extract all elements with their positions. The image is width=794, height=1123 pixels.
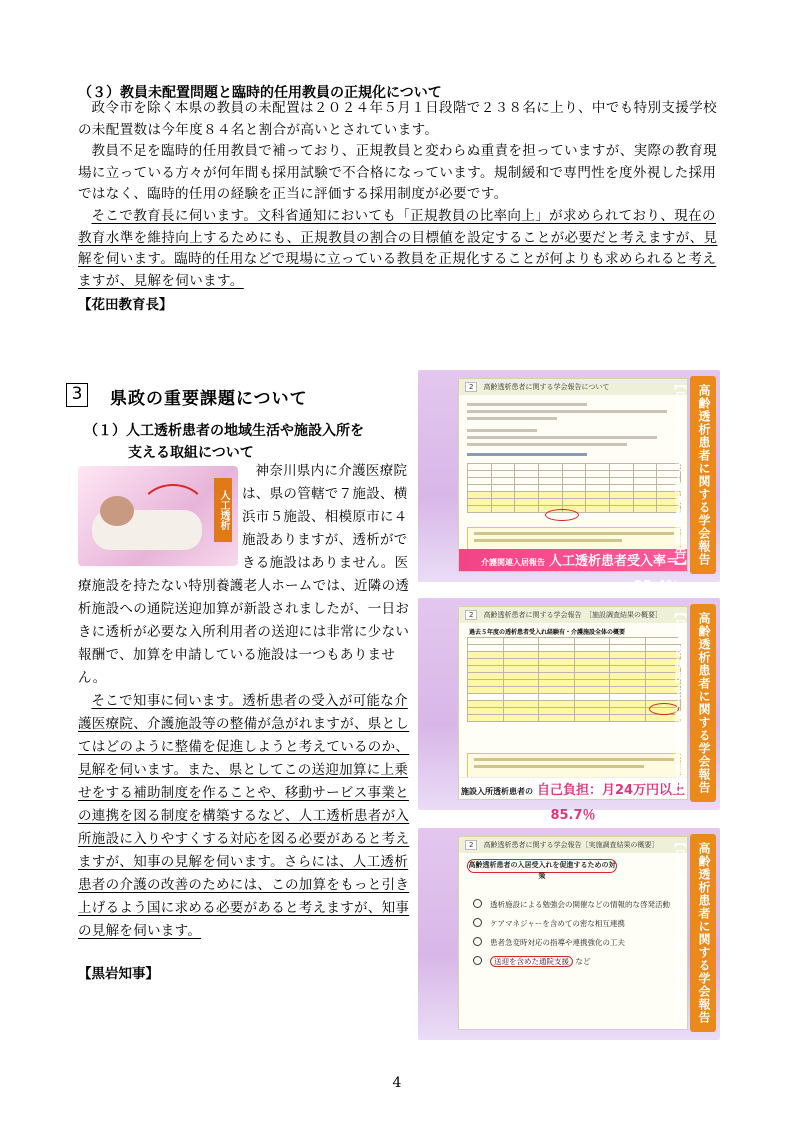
point-box — [467, 753, 681, 779]
slide-body — [458, 378, 688, 594]
report-slide-2 — [418, 598, 720, 823]
report-slide-3 — [418, 828, 720, 1040]
slide-side-notes — [424, 836, 454, 1030]
slide-side-notes — [424, 606, 454, 800]
paragraph: 政令市を除く本県の教員の未配置は２０２４年５月１日段階で２３８名に上り、中でも特別支援学校の未配置数は今年度８４名と割合が高いとされています。 — [78, 100, 717, 138]
slide-title: 2 高齢透析患者に関する学会報告 ［施設調査結果の概要］ — [459, 607, 687, 623]
report-slide-1 — [418, 370, 720, 594]
list-item: 透析施設による勉強会の開催などの情報的な啓発活動 — [473, 895, 670, 914]
slide-body — [458, 606, 688, 823]
measures-list — [473, 895, 670, 971]
list-item: ケアマネジャーを含めての密な相互連携 — [473, 914, 670, 933]
table-title: 過去５年度の透析患者受入れ経験有・介護施設全体の概要 — [469, 629, 626, 636]
sub-heading: 支える取組について — [128, 445, 254, 461]
list-item: 送迎を含めた通院支援 など — [473, 952, 670, 971]
question-text: そこで知事に伺います。透析患者の受入が可能な介護医療院、介護施設等の整備が急がれますが、県としてはどのように整備を促進しようと考えているのか、見解を伺います。また、県としてこの送迎加算に上乗せをする補助制度を作ることや、移動サービス事業との連携を図る制度を構築するなど、人工透析患者が入所施設に入りやすくする対応を図る必要があると考えますが、知事の見解を伺います。さらには、人工透析患者の介護の改善のためには、この加算をもっと引き上げるよう国に求める必要があると考えますが、知事の見解を伺います。 — [78, 693, 410, 939]
slide-title: 2 高齢透析患者に関する学会報告について — [459, 379, 687, 395]
paragraph: 教員不足を臨時的任用教員で補っており、正規教員と変わらぬ重責を担っていますが、実際の教育現場に立っている方々が何年間も採用試験で不合格になっています。規制緩和で専門性を度外視した採用ではなく、臨時的任用の経験を正当に評価する採用制度が必要です。 — [78, 143, 717, 203]
responder-label: 【花田教育長】 — [78, 297, 173, 313]
body-text: 神奈川県内に介護医療院は、県の管轄で７施設、横浜市５施設、相模原市に４施設ありますが、透析ができる施設はありません。医療施設を持たない特別養護老人ホームでは、近隣の透析施設への通院送迎加算が新設されましたが、一日おきに透析が必要な入所利用者の送迎には非常に少ない報酬で、加算を申請している施設は一つもありません。 そこで知事に伺います。透析患者の受入が可能な介護医療院、介護施設等の整備が急がれますが、県としてはどのように整備を促進しようと考えているのか、見解を伺います。また、県としてこの送迎加算に上乗せをする補助制度を作ることや、移動サービス事業との連携を図る制度を構築するなど、人工透析患者が入所施設に入りやすくする対応を図る必要があると考えますが、知事の見解を伺います。さらには、人工透析患者の介護の改善のためには、この加算をもっと引き上げるよう国に求める必要があると考えますが、知事の見解を伺います。 — [78, 460, 410, 943]
slide-caption: 介護関連入居報告 人工透析患者受入率＝33.4％ — [459, 549, 687, 571]
photo-tag: 人工透析 — [214, 478, 232, 542]
point-box — [467, 527, 681, 551]
page-number: 4 — [392, 1075, 402, 1091]
sub-heading: （１）人工透析患者の地域生活や施設入所を — [84, 423, 364, 439]
survey-table — [467, 463, 681, 513]
slide-banner: 高齢透析患者に関する学会報告【日本透析医会介護委員会報告】 — [690, 604, 716, 802]
measures-title: 高齢透析患者の入居受入れを促進するための対策 — [468, 861, 616, 880]
slide-body — [458, 836, 688, 1030]
slide-side-notes — [424, 378, 454, 572]
question-text: そこで教育長に伺います。文科省通知においても「正規教員の比率向上」が求められており、現在の教育水準を維持向上するためにも、正規教員の割合の目標値を設定することが必要だと考えますが、見解を伺います。臨時的任用などで現場に立っている教員を正規化することが何よりも求められると考えますが、見解を伺います。 — [78, 208, 718, 289]
slide-caption: 施設入所透析患者の 自己負担：月24万円以上85.7％ — [459, 777, 687, 799]
list-item: 患者急変時対応の指導や連携強化の工夫 — [473, 933, 670, 952]
slide-title: 2 高齢透析患者に関する学会報告［実施調査結果の概要］ — [459, 837, 687, 853]
responder-label: 【黒岩知事】 — [78, 966, 159, 982]
slide-banner: 高齢透析患者に関する学会報告【日本透析医会介護委員会報告】 — [690, 376, 716, 574]
section-heading: （３）教員未配置問題と臨時的任用教員の正規化について — [78, 85, 442, 101]
section-number: 3 — [66, 383, 88, 407]
question-paragraph — [78, 206, 718, 292]
highlight-oval — [545, 509, 579, 521]
slide-banner: 高齢透析患者に関する学会報告【日本透析医会介護委員会報告】 — [690, 834, 716, 1032]
section-title: 県政の重要課題について — [110, 389, 308, 409]
